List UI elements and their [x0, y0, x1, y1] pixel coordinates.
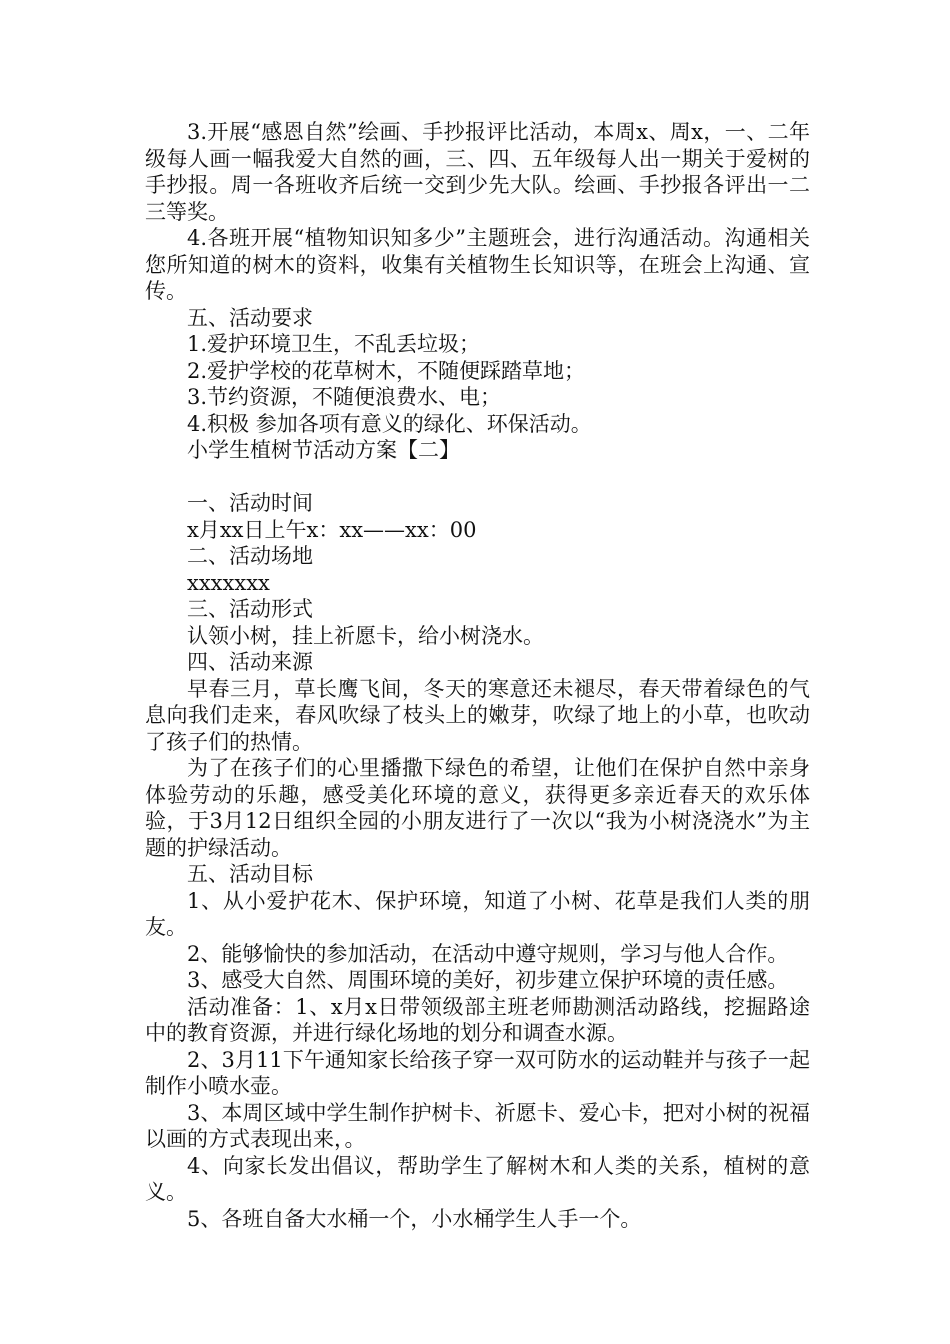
paragraph: 4、向家长发出倡议，帮助学生了解树木和人类的关系，植树的意义。 — [145, 1153, 810, 1204]
list-item: 3.节约资源，不随便浪费水、电； — [187, 385, 502, 409]
list-item: 4.积极 参加各项有意义的绿化、环保活动。 — [187, 411, 592, 436]
paragraph: x月xx日上午x：xx——xx：00 — [187, 517, 477, 542]
section-heading: 四、活动来源 — [187, 650, 313, 674]
section-heading: 一、活动时间 — [187, 491, 313, 515]
paragraph: xxxxxxx — [187, 570, 270, 595]
paragraph: 3.开展“感恩自然”绘画、手抄报评比活动，本周x、周x，一、二年级每人画一幅我爱大自然的画，三、四、五年级每人出一期关于爱树的手抄报。周一各班收齐后统一交到少先大队。绘画、手抄报各评出一二三等奖。 — [145, 120, 810, 224]
paragraph: 1、从小爱护花木、保护环境，知道了小树、花草是我们人类的朋友。 — [145, 888, 810, 939]
section-heading: 五、活动目标 — [187, 862, 313, 886]
paragraph: 2、能够愉快的参加活动，在活动中遵守规则，学习与他人合作。 — [187, 941, 789, 966]
document-subtitle: 小学生植树节活动方案【二】 — [187, 438, 460, 462]
list-item: 2.爱护学校的花草树木，不随便踩踏草地； — [187, 358, 586, 383]
list-item: 1.爱护环境卫生，不乱丢垃圾； — [187, 332, 481, 356]
paragraph: 为了在孩子们的心里播撒下绿色的希望，让他们在保护自然中亲身体验劳动的乐趣，感受美化环境的意义，获得更多亲近春天的欢乐体验，于3月12日组织全园的小朋友进行了一次以“我为小树浇浇水”为主题的护绿活动。 — [145, 756, 810, 860]
section-heading: 五、活动要求 — [187, 305, 313, 330]
paragraph: 2、3月11下午通知家长给孩子穿一双可防水的运动鞋并与孩子一起制作小喷水壶。 — [145, 1047, 810, 1098]
blank-line — [145, 464, 810, 491]
document-body — [145, 119, 810, 1232]
paragraph: 3、本周区域中学生制作护树卡、祈愿卡、爱心卡，把对小树的祝福以画的方式表现出来，。 — [145, 1100, 810, 1151]
section-heading: 三、活动形式 — [187, 597, 313, 621]
paragraph: 4.各班开展“植物知识知多少”主题班会，进行沟通活动。沟通相关您所知道的树木的资料，收集有关植物生长知识等，在班会上沟通、宣传。 — [145, 226, 810, 303]
paragraph: 活动准备：1、x月x日带领级部主班老师勘测活动路线，挖掘路途中的教育资源，并进行绿化场地的划分和调查水源。 — [145, 994, 810, 1045]
paragraph: 早春三月，草长鹰飞间，冬天的寒意还未褪尽，春天带着绿色的气息向我们走来，春风吹绿了枝头上的嫩芽，吹绿了地上的小草，也吹动了孩子们的热情。 — [145, 676, 810, 754]
section-heading: 二、活动场地 — [187, 544, 313, 568]
paragraph: 5、各班自备大水桶一个，小水桶学生人手一个。 — [187, 1206, 642, 1231]
paragraph: 认领小树，挂上祈愿卡，给小树浇水。 — [187, 623, 544, 648]
paragraph: 3、感受大自然、周围环境的美好，初步建立保护环境的责任感。 — [187, 968, 789, 992]
